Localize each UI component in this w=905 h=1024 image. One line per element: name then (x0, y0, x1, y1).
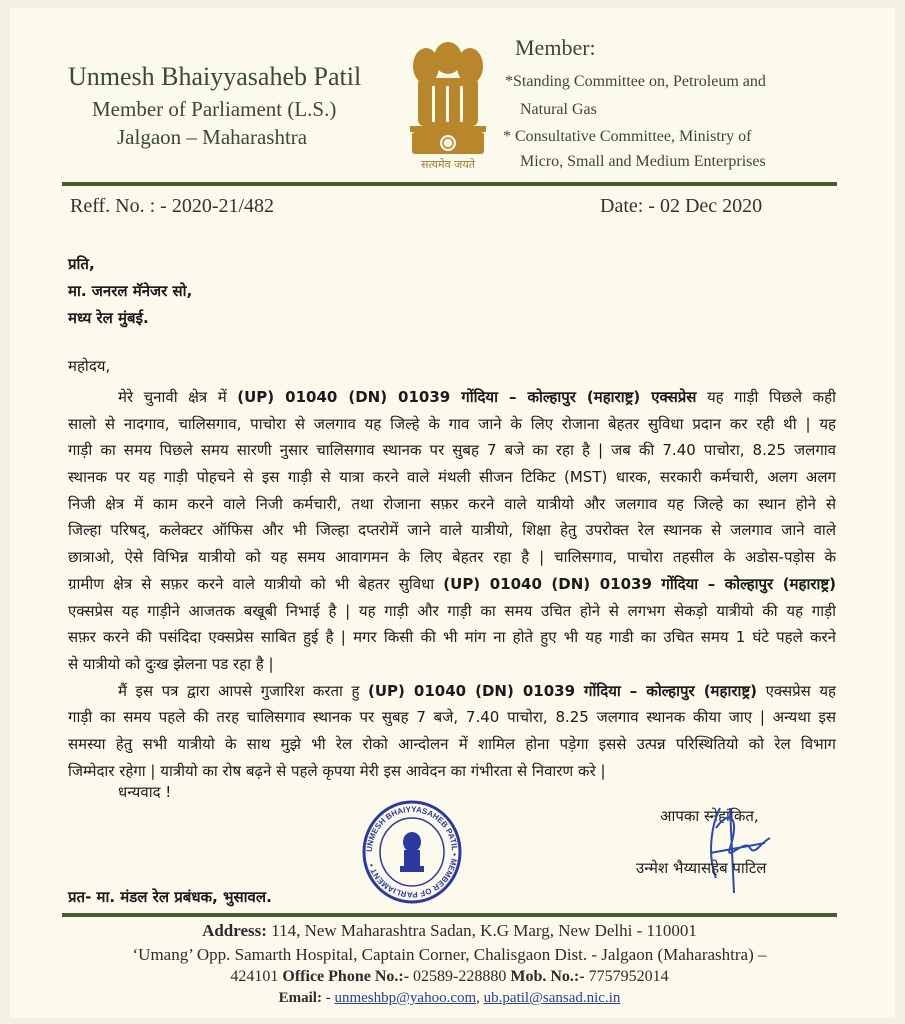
footer-address-1 (62, 921, 837, 941)
national-emblem (398, 36, 498, 176)
body-line (68, 437, 836, 464)
email-label: Email: (278, 990, 322, 1006)
body-line (68, 758, 836, 785)
salutation: महोदय, (68, 357, 111, 375)
mp-constituency: Jalgaon – Maharashtra (117, 125, 308, 149)
body-text: छात्राओ, ऐसे विभिन्न यात्रीयो को यह समय आवागमन के लिए बेहतर रहा है | चालिसगाव, पाचोरा तहसील के अडोस-पड़ोस के (68, 548, 836, 567)
membership-line: Micro, Small and Medium Enterprises (520, 153, 766, 170)
member-heading: Member: (515, 35, 596, 60)
header-divider (62, 182, 837, 186)
email-separator: - (321, 990, 335, 1006)
body-line (68, 464, 836, 491)
membership-line: *Standing Committee on, Petroleum and (505, 73, 766, 90)
footer-divider (62, 913, 837, 917)
train-name-bold: (UP) 01040 (DN) 01039 गोंदिया – कोल्हापुर (महाराष्ट्र) (368, 681, 758, 700)
recipient-line: मध्य रेल मुंबई. (68, 309, 149, 327)
body-line (68, 624, 836, 651)
footer-address-2: ‘Umang’ Opp. Samarth Hospital, Captain Corner, Chalisgaon Dist. - Jalgaon (Maharashtra) – (132, 945, 767, 964)
mobile-label: Mob. No.:- (510, 968, 585, 985)
footer-email (62, 990, 837, 1007)
recipient-line: प्रति, (68, 255, 95, 273)
train-name-bold: (UP) 01040 (DN) 01039 गोंदिया – कोल्हापुर (महाराष्ट्र) एक्सप्रेस (237, 388, 697, 406)
body-text: से यात्रीयो को दुःख झेलना पड रहा है | (68, 654, 274, 673)
address-delhi: 114, New Maharashtra Sadan, K.G Marg, New Delhi - 110001 (266, 921, 697, 940)
closing-regards: आपका स्नेहांकित, (660, 807, 759, 825)
signatory-name: उन्मेश भैय्यासहेब पाटिल (636, 859, 767, 877)
thanks: धन्यवाद ! (118, 783, 172, 801)
body-text: ग्रामीण क्षेत्र से सफ़र करने वाले यात्रीयो को भी बेहतर सुविधा (68, 574, 444, 593)
letter-date: Date: - 02 Dec 2020 (600, 195, 763, 217)
body-line (68, 384, 836, 411)
body-line (68, 704, 836, 731)
recipient-line: मा. जनरल मॅनेजर सो, (68, 282, 193, 300)
body-text: यह गाड़ी पिछले कही (696, 388, 836, 406)
signature (690, 798, 780, 903)
mp-name: Unmesh Bhaiyyasaheb Patil (68, 62, 362, 91)
seal-text: UNMESH BHAIYYASAHEB PATIL • MEMBER OF PARLIAMENT • (364, 804, 460, 900)
body-text: गाड़ी का समय पहले की तरह चालिसगाव स्थानक पर सुबह 7 बजे, 7.40 पाचोरा, 8.25 जलगाव स्थानक कीया जाए | अन्यथा इस (68, 708, 836, 727)
reference-number: Reff. No. : - 2020-21/482 (70, 195, 275, 217)
body-text: सालो से नादगाव, चालिसगाव, पाचोरा से जलगाव यह जिल्हे के गाव जाने के लिए रोजाना बेहतर सुविधा प्रदान कर रही थी | यह (68, 414, 836, 433)
address-label: Address: (202, 921, 267, 940)
body-text: स्थानक पर यह गाड़ी पोहचने से इस गाड़ी से यात्रा करने वाले मंथली सीजन टिकिट (MST) धारक, सरकारी कर्मचारी, अलग अलग (68, 468, 836, 487)
body-text: मेरे चुनावी क्षेत्र में (118, 388, 238, 406)
copy-to: प्रत- मा. मंडल रेल प्रबंधक, भुसावल. (68, 888, 272, 906)
body-line (68, 731, 836, 758)
email-link-sansad[interactable]: ub.patil@sansad.nic.in (483, 990, 621, 1006)
body-text: समस्या हेतु सभी यात्रीयो के साथ मुझे भी रेल रोको आन्दोलन में शामिल होना पड़ेगा इससे उत्पन्न परिस्थितियो को रेल विभाग (68, 734, 836, 753)
train-name-bold: (UP) 01040 (DN) 01039 गोंदिया – कोल्हापुर (महाराष्ट्र) (443, 574, 836, 593)
body-line (68, 517, 836, 544)
footer-phones (62, 968, 837, 986)
body-text: गाड़ी का समय पिछले समय सारणी नुसार चालिसगाव स्थानक पर सुबह 7 बजे का रहा है | जब की 7.40 पाचोरा, 8.25 जलगाव (68, 441, 836, 460)
office-phone-label: Office Phone No.:- (282, 968, 410, 985)
body-text: जिल्हा परिषद्, कलेक्टर ऑफिस और भी जिल्हा दप्तरोमें जाने वाले यात्रीयो, शिक्षा हेतु उपरोक्त रेल स्थानक से जलगाव जाने वाले (68, 521, 836, 540)
mp-title: Member of Parliament (L.S.) (92, 97, 337, 121)
mobile-number: 7757952014 (584, 968, 669, 985)
letter-body (68, 384, 836, 784)
membership-line: * Consultative Committee, Ministry of (503, 128, 752, 145)
body-text: एक्सप्रेस यह गाड़ीने आजतक बखूबी निभाई है | यह गाड़ी और गाड़ी का समय उचित होने से लगभग सेकड़ो यात्रीयो की यह गाड़ी (68, 601, 836, 620)
body-line (68, 598, 836, 625)
body-text: मैं इस पत्र द्वारा आपसे गुजारिश करता हु (118, 681, 368, 700)
body-text: सफ़र करने की पसंदिदा एक्सप्रेस साबित हुई है | मगर किसी की भी मांग ना होते हुए भी यह गाडी का उचित समय 1 घंटे पहले करने (68, 628, 836, 647)
pin-code: 424101 (230, 968, 283, 985)
membership-line: Natural Gas (520, 101, 597, 118)
email-separator: , (476, 990, 484, 1006)
lion-capital-icon (398, 36, 498, 176)
body-text: निजी क्षेत्र में काम करने वाले निजी कर्मचारी, तथा रोजाना सफ़र करने वाले यात्रीयो और जलगाव यह जिल्हे का स्थान होने से (68, 494, 836, 513)
body-text: जिम्मेदार रहेगा | यात्रीयो का रोष बढ़ने से पहले कृपया मेरी इस आवेदन का गंभीरता से निवारण करे | (68, 761, 606, 780)
body-line (68, 544, 836, 571)
email-link-yahoo[interactable]: unmeshbp@yahoo.com (334, 990, 477, 1006)
body-line (68, 571, 836, 598)
body-text: एक्सप्रेस यह (757, 681, 836, 700)
seal-stamp-icon (360, 800, 464, 904)
emblem-motto: सत्यमेव जयते (420, 158, 475, 171)
body-line (68, 491, 836, 518)
handwritten-signature-icon (690, 798, 780, 898)
office-phone: 02589-228880 (409, 968, 511, 985)
body-line (68, 411, 836, 438)
body-line (68, 651, 836, 678)
official-seal (360, 800, 464, 904)
body-line (68, 678, 836, 705)
